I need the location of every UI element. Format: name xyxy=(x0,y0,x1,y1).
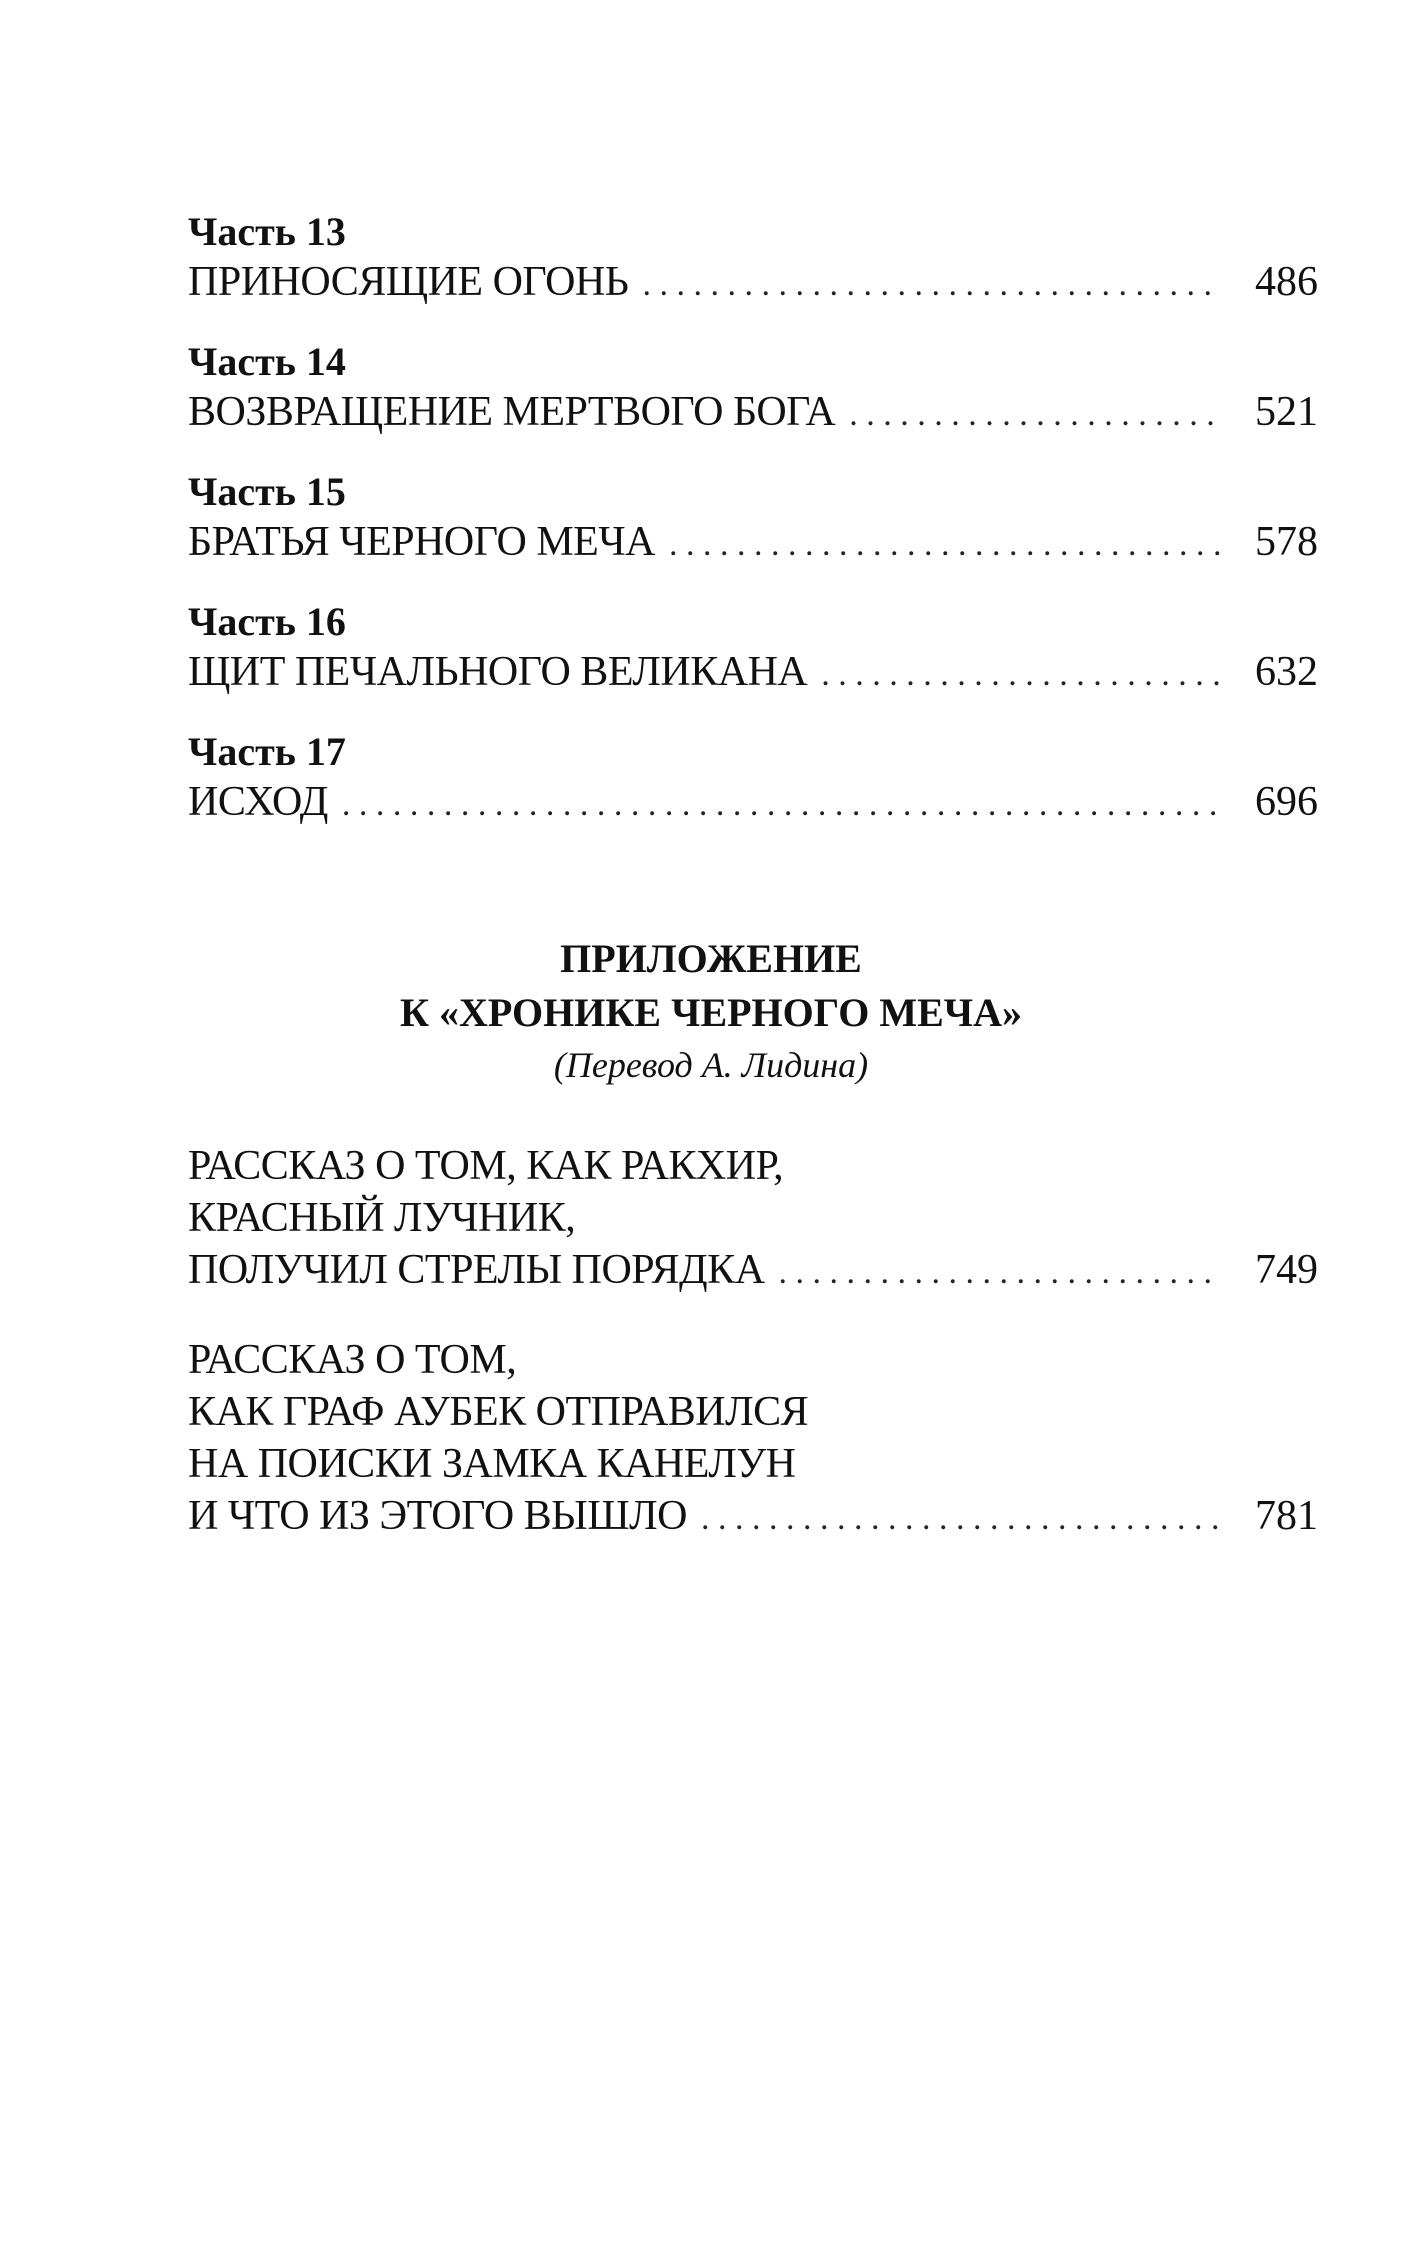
part-label: Часть 16 xyxy=(188,599,346,644)
toc-entry-story-1 xyxy=(188,1140,1318,1296)
toc-line xyxy=(188,516,1318,568)
page-number: 578 xyxy=(1255,519,1318,565)
dot-leader xyxy=(849,389,1222,441)
dot-leader xyxy=(642,259,1222,311)
toc-line xyxy=(188,1244,1318,1296)
page-number: 749 xyxy=(1255,1247,1318,1293)
toc-line xyxy=(188,776,1318,828)
translator-credit: (Перевод А. Лидина) xyxy=(553,1045,869,1085)
toc-entry-part-17 xyxy=(188,728,1318,828)
page-number: 632 xyxy=(1255,649,1318,695)
dot-leader xyxy=(342,779,1222,831)
story-title-line: И ЧТО ИЗ ЭТОГО ВЫШЛО xyxy=(188,1493,687,1539)
story-title-line: РАССКАЗ О ТОМ, xyxy=(188,1337,517,1383)
toc-line xyxy=(188,1490,1318,1542)
toc-entry-story-2 xyxy=(188,1334,1318,1542)
part-label: Часть 17 xyxy=(188,729,346,774)
toc-line xyxy=(188,646,1318,698)
story-title-line: КРАСНЫЙ ЛУЧНИК, xyxy=(188,1195,576,1241)
story-title-line: РАССКАЗ О ТОМ, КАК РАКХИР, xyxy=(188,1143,784,1189)
dot-leader xyxy=(779,1247,1222,1299)
page-number: 486 xyxy=(1255,259,1318,305)
page-number: 696 xyxy=(1255,779,1318,825)
toc-entry-part-13 xyxy=(188,208,1318,308)
dot-leader xyxy=(701,1493,1222,1545)
part-title: ВОЗВРАЩЕНИЕ МЕРТВОГО БОГА xyxy=(188,389,836,435)
story-title-line: НА ПОИСКИ ЗАМКА КАНЕЛУН xyxy=(188,1441,796,1487)
part-title: ЩИТ ПЕЧАЛЬНОГО ВЕЛИКАНА xyxy=(188,649,808,695)
part-title: ПРИНОСЯЩИЕ ОГОНЬ xyxy=(188,259,629,305)
dot-leader xyxy=(821,649,1222,701)
story-title-line: КАК ГРАФ АУБЕК ОТПРАВИЛСЯ xyxy=(188,1389,809,1435)
part-title: БРАТЬЯ ЧЕРНОГО МЕЧА xyxy=(188,519,655,565)
page-number: 521 xyxy=(1255,389,1318,435)
page-number: 781 xyxy=(1255,1493,1318,1539)
toc-entry-part-15 xyxy=(188,468,1318,568)
appendix-title: ПРИЛОЖЕНИЕ xyxy=(560,936,862,981)
appendix-heading xyxy=(0,932,1422,1090)
part-label: Часть 14 xyxy=(188,339,346,384)
part-title: ИСХОД xyxy=(188,779,328,825)
toc-line xyxy=(188,256,1318,308)
part-label: Часть 13 xyxy=(188,209,346,254)
appendix-subtitle: К «ХРОНИКЕ ЧЕРНОГО МЕЧА» xyxy=(399,990,1023,1035)
toc-line xyxy=(188,386,1318,438)
toc-entry-part-16 xyxy=(188,598,1318,698)
part-label: Часть 15 xyxy=(188,469,346,514)
story-title-line: ПОЛУЧИЛ СТРЕЛЫ ПОРЯДКА xyxy=(188,1247,765,1293)
toc-entry-part-14 xyxy=(188,338,1318,438)
dot-leader xyxy=(669,519,1222,571)
